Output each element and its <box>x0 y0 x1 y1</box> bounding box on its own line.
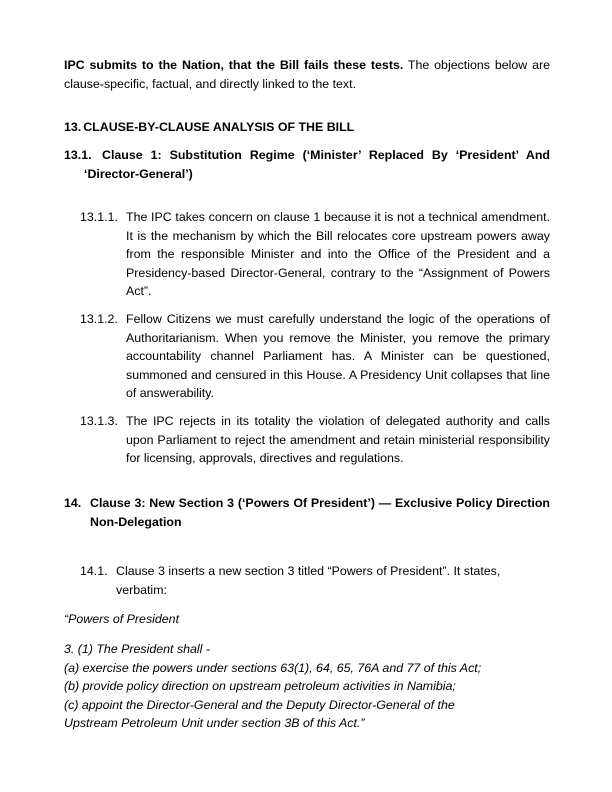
paragraph-13-1-2-number: 13.1.2. <box>80 312 118 326</box>
quote-line: (a) exercise the powers under sections 63(1), 64, 65, 76A and 77 of this Act; <box>64 660 482 675</box>
paragraph-13-1-1-text: The IPC takes concern on clause 1 because it is not a technical amendment. It is the mechanism by which the Bill relocates core upstream powers away from the responsible Minister and into the Office of the President and a Presidency-based Director-General, contrary to the “Assignment of Powers Act”. <box>126 210 550 299</box>
quote-line: 3. (1) The President shall - <box>64 642 210 656</box>
paragraph-13-1-1 <box>80 208 550 301</box>
quote-line: Upstream Petroleum Unit under section 3B of this Act.” <box>64 716 365 731</box>
section-14-number: 14. <box>64 496 82 510</box>
intro-bold-text: IPC submits to the Nation, that the Bill fails these tests. <box>64 58 404 72</box>
quote-heading: “Powers of President <box>64 612 180 626</box>
section-13-title: CLAUSE-BY-CLAUSE ANALYSIS OF THE BILL <box>83 120 355 134</box>
paragraph-13-1-1-number: 13.1.1. <box>80 210 118 224</box>
paragraph-13-1-2-text: Fellow Citizens we must carefully understand the logic of the operations of Authoritarianism. When you remove the Minister, you remove the primary accountability channel Parliament has. A Minister can be questioned, summoned and censured in this House. A Presidency Unit collapses that line of answerability. <box>126 312 550 401</box>
paragraph-14-1 <box>80 562 550 599</box>
section-13-heading <box>64 118 550 137</box>
paragraph-14-1-text: Clause 3 inserts a new section 3 titled “Powers of President”. It states, verbatim: <box>116 564 501 597</box>
subsection-13-1-heading <box>64 146 550 183</box>
section-14-title: Clause 3: New Section 3 (‘Powers Of President’) — Exclusive Policy Direction Non-Delegation <box>90 496 550 529</box>
subsection-13-1-number: 13.1. <box>64 148 92 162</box>
section-13-number: 13. <box>64 120 82 134</box>
quote-line: (b) provide policy direction on upstream petroleum activities in Namibia; <box>64 679 456 694</box>
paragraph-13-1-3-text: The IPC rejects in its totality the violation of delegated authority and calls upon Parliament to reject the amendment and retain ministerial responsibility for licensing, approvals, directives and regulations. <box>126 414 550 466</box>
paragraph-13-1-2 <box>80 310 550 403</box>
intro-paragraph <box>64 56 550 93</box>
subsection-13-1-title: Clause 1: Substitution Regime (‘Minister’ Replaced By ‘President’ And ‘Director-General’) <box>84 148 550 181</box>
intro-text: The objections below are clause-specific, factual, and directly linked to the text. <box>64 58 550 91</box>
paragraph-13-1-3-number: 13.1.3. <box>80 414 118 428</box>
section-14-heading <box>64 494 550 531</box>
paragraph-13-1-3 <box>80 412 550 468</box>
paragraph-14-1-number: 14.1. <box>80 564 108 578</box>
quote-line: (c) appoint the Director-General and the Deputy Director-General of the <box>64 697 455 712</box>
quote-block <box>64 640 550 733</box>
